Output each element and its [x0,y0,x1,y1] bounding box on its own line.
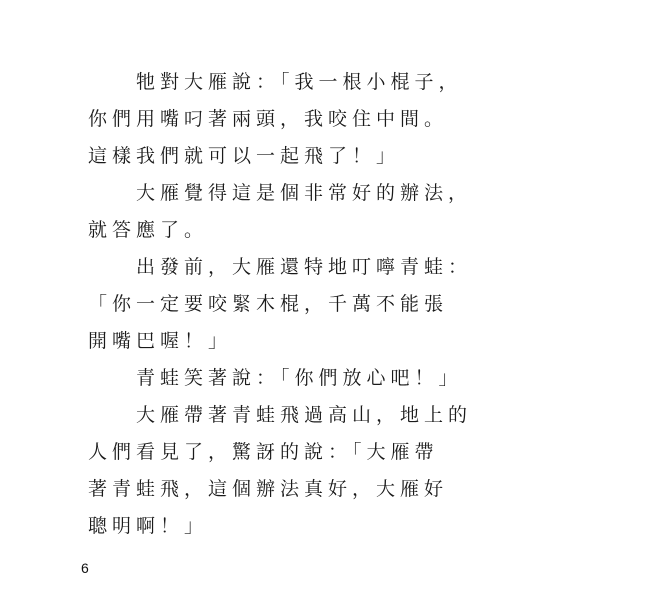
text-line: 著青蛙飛，這個辦法真好，大雁好 [88,478,449,500]
paragraph-2 [88,175,568,249]
text-line: 大雁帶著青蛙飛過高山，地上的 [88,404,473,426]
paragraph-5 [88,397,568,545]
paragraph-3 [88,249,568,360]
text-line: 聰明啊！」 [88,515,209,537]
story-text [88,64,568,545]
text-line: 你們用嘴叼著兩頭，我咬住中間。 [88,108,449,130]
page-number: 6 [81,560,89,576]
text-line: 牠對大雁說：「我一根小棍子， [88,71,463,93]
paragraph-1 [88,64,568,175]
text-line: 出發前，大雁還特地叮嚀青蛙： [88,256,473,278]
text-line: 開嘴巴喔！」 [88,330,233,352]
text-line: 人們看見了，驚訝的說：「大雁帶 [88,441,439,463]
text-line: 這樣我們就可以一起飛了！」 [88,145,401,167]
text-line: 青蛙笑著說：「你們放心吧！」 [88,367,463,389]
text-line: 就答應了。 [88,219,209,241]
text-line: 大雁覺得這是個非常好的辦法， [88,182,473,204]
paragraph-4 [88,360,568,397]
text-line: 「你一定要咬緊木棍，千萬不能張 [88,293,449,315]
